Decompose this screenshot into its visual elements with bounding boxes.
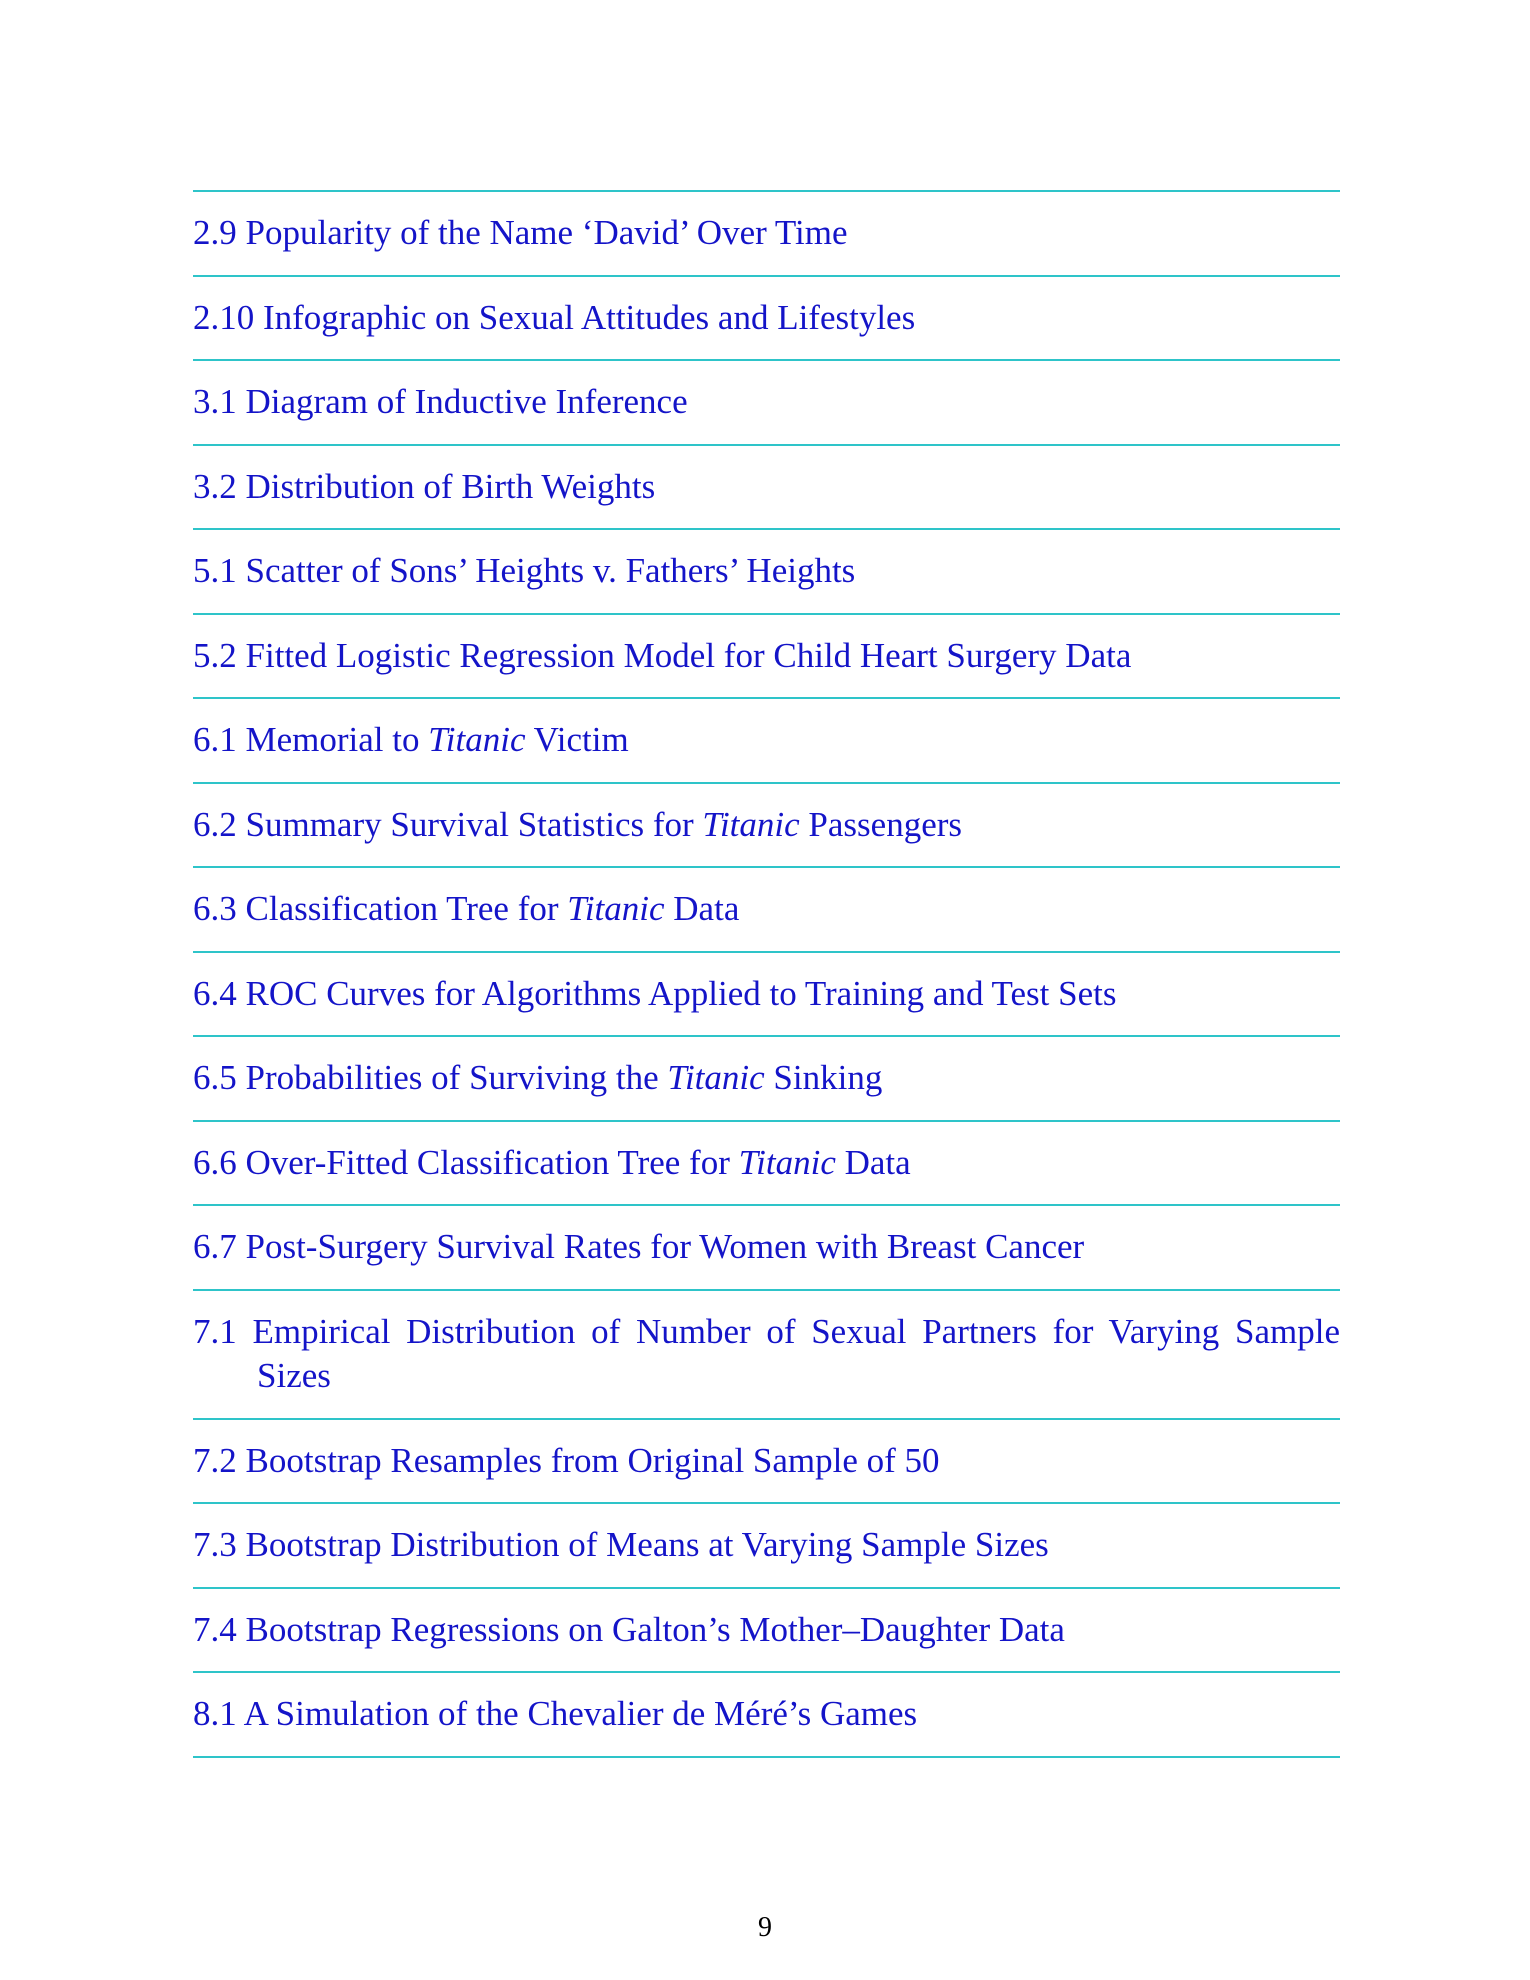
figure-link-7-1[interactable] <box>193 1291 1340 1420</box>
entry-text <box>193 1692 1340 1736</box>
figure-link-5-1[interactable] <box>193 530 1340 615</box>
entry-label-suffix: Sinking <box>764 1058 883 1098</box>
figure-link-7-2[interactable] <box>193 1420 1340 1505</box>
entry-label: 3.1 Diagram of Inductive Inference <box>193 382 688 422</box>
figure-link-5-2[interactable] <box>193 615 1340 700</box>
figure-link-6-2[interactable] <box>193 784 1340 869</box>
entry-label: 6.7 Post-Surgery Survival Rates for Women with Breast Cancer <box>193 1227 1085 1267</box>
entry-label: 7.2 Bootstrap Resamples from Original Sample of 50 <box>193 1440 940 1480</box>
entry-text <box>193 718 1340 762</box>
entry-text <box>193 1141 1340 1185</box>
entry-label: 6.6 Over-Fitted Classification Tree for <box>193 1142 739 1182</box>
entry-text <box>193 1310 1340 1398</box>
entry-label: 6.2 Summary Survival Statistics for <box>193 804 703 844</box>
figure-link-6-3[interactable] <box>193 868 1340 953</box>
entry-text <box>193 1608 1340 1652</box>
figure-link-2-9[interactable] <box>193 192 1340 277</box>
figure-link-6-1[interactable] <box>193 699 1340 784</box>
page-number: 9 <box>758 1912 772 1943</box>
figure-link-6-7[interactable] <box>193 1206 1340 1291</box>
figure-link-3-2[interactable] <box>193 446 1340 531</box>
entry-label: 7.1 Empirical Distribution of Number of Sexual Partners for Varying Sample Sizes <box>193 1312 1340 1395</box>
entry-italic-title: Titanic <box>667 1058 765 1098</box>
entry-label: 3.2 Distribution of Birth Weights <box>193 466 656 506</box>
entry-text <box>193 1225 1340 1269</box>
list-of-figures <box>193 190 1340 1758</box>
entry-text <box>193 211 1340 255</box>
entry-label: 6.1 Memorial to <box>193 720 429 760</box>
entry-italic-title: Titanic <box>428 720 526 760</box>
entry-label: 6.3 Classification Tree for <box>193 889 568 929</box>
entry-text <box>193 803 1340 847</box>
entry-italic-title: Titanic <box>567 889 665 929</box>
figure-link-6-4[interactable] <box>193 953 1340 1038</box>
entry-label: 7.3 Bootstrap Distribution of Means at Varying Sample Sizes <box>193 1525 1049 1565</box>
entry-text <box>193 1523 1340 1567</box>
entry-label: 5.2 Fitted Logistic Regression Model for Child Heart Surgery Data <box>193 635 1132 675</box>
entry-text <box>193 549 1340 593</box>
figure-link-6-5[interactable] <box>193 1037 1340 1122</box>
entry-italic-title: Titanic <box>738 1142 836 1182</box>
entry-text <box>193 972 1340 1016</box>
entry-label: 2.10 Infographic on Sexual Attitudes and Lifestyles <box>193 297 916 337</box>
entry-text <box>193 634 1340 678</box>
entry-label: 5.1 Scatter of Sons’ Heights v. Fathers’ Heights <box>193 551 856 591</box>
entry-italic-title: Titanic <box>702 804 800 844</box>
entry-label: 6.4 ROC Curves for Algorithms Applied to Training and Test Sets <box>193 973 1117 1013</box>
figure-link-2-10[interactable] <box>193 277 1340 362</box>
entry-text <box>193 296 1340 340</box>
entry-label-suffix: Data <box>835 1142 911 1182</box>
entry-text <box>193 887 1340 931</box>
figure-link-6-6[interactable] <box>193 1122 1340 1207</box>
entry-label: 7.4 Bootstrap Regressions on Galton’s Mother–Daughter Data <box>193 1609 1065 1649</box>
entry-label-suffix: Passengers <box>799 804 963 844</box>
figure-link-3-1[interactable] <box>193 361 1340 446</box>
entry-text <box>193 465 1340 509</box>
figure-link-8-1[interactable] <box>193 1673 1340 1758</box>
entry-label: 2.9 Popularity of the Name ‘David’ Over Time <box>193 213 848 253</box>
entry-label: 8.1 A Simulation of the Chevalier de Méré’s Games <box>193 1694 918 1734</box>
entry-label-suffix: Data <box>664 889 740 929</box>
entry-text <box>193 380 1340 424</box>
entry-label-suffix: Victim <box>525 720 629 760</box>
figure-link-7-3[interactable] <box>193 1504 1340 1589</box>
entry-text <box>193 1439 1340 1483</box>
entry-text <box>193 1056 1340 1100</box>
figure-link-7-4[interactable] <box>193 1589 1340 1674</box>
entry-label: 6.5 Probabilities of Surviving the <box>193 1058 668 1098</box>
